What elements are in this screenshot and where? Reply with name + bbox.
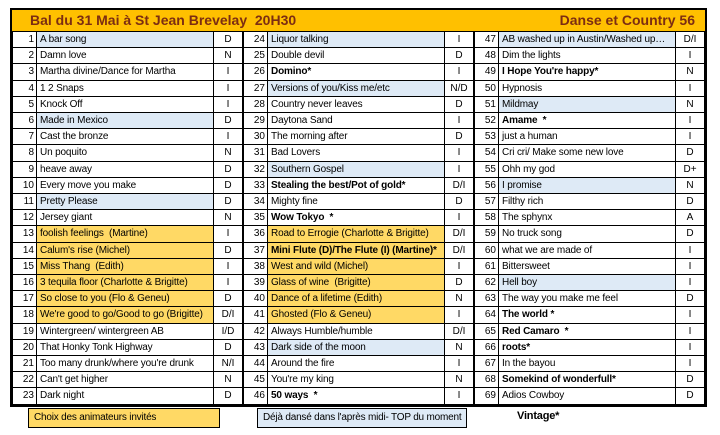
song-title: Ghosted (Flo & Geneu) — [268, 307, 445, 323]
song-row — [475, 194, 705, 210]
song-code: D/I — [445, 177, 474, 193]
song-code: I — [676, 113, 705, 129]
song-code: N — [445, 291, 474, 307]
song-code: N — [214, 372, 243, 388]
song-title: Red Camaro * — [499, 323, 676, 339]
song-number: 57 — [475, 194, 499, 210]
song-title: That Honky Tonk Highway — [37, 339, 214, 355]
song-title: Dark night — [37, 388, 214, 404]
song-number: 4 — [13, 80, 37, 96]
song-row — [475, 291, 705, 307]
header-band — [12, 10, 705, 31]
song-number: 14 — [13, 242, 37, 258]
song-row — [475, 226, 705, 242]
song-number: 64 — [475, 307, 499, 323]
song-row — [475, 80, 705, 96]
legend-already-danced: Déjà dansé dans l'après midi- TOP du moment — [257, 408, 467, 428]
song-row — [13, 145, 243, 161]
song-title: Miss Thang (Edith) — [37, 258, 214, 274]
song-title: Cri cri/ Make some new love — [499, 145, 676, 161]
song-number: 3 — [13, 64, 37, 80]
song-title: In the bayou — [499, 356, 676, 372]
song-code: I — [676, 356, 705, 372]
song-code: N — [676, 177, 705, 193]
song-number: 2 — [13, 48, 37, 64]
song-title: foolish feelings (Martine) — [37, 226, 214, 242]
playlist-sheet — [10, 8, 707, 407]
song-number: 15 — [13, 258, 37, 274]
song-row — [244, 226, 474, 242]
song-code: D — [445, 48, 474, 64]
song-number: 13 — [13, 226, 37, 242]
song-row — [244, 307, 474, 323]
song-row — [13, 113, 243, 129]
song-code: N — [214, 48, 243, 64]
song-title: No truck song — [499, 226, 676, 242]
song-title: Jersey giant — [37, 210, 214, 226]
song-title: Dark side of the moon — [268, 339, 445, 355]
song-code: N — [445, 372, 474, 388]
song-title: Around the fire — [268, 356, 445, 372]
song-row — [475, 129, 705, 145]
song-row — [13, 194, 243, 210]
song-number: 7 — [13, 129, 37, 145]
song-code: I — [676, 129, 705, 145]
song-row — [244, 194, 474, 210]
song-number: 61 — [475, 258, 499, 274]
song-title: Dance of a lifetime (Edith) — [268, 291, 445, 307]
song-title: Somekind of wonderfull* — [499, 372, 676, 388]
song-code: D/I — [445, 323, 474, 339]
song-table-left — [12, 31, 243, 405]
song-title: Mighty fine — [268, 194, 445, 210]
song-title: Stealing the best/Pot of gold* — [268, 177, 445, 193]
song-row — [13, 388, 243, 404]
song-code: N — [214, 210, 243, 226]
song-row — [475, 307, 705, 323]
song-code: D — [445, 129, 474, 145]
song-code: D — [676, 194, 705, 210]
song-row — [13, 96, 243, 112]
song-code: D — [214, 32, 243, 48]
song-row — [475, 64, 705, 80]
song-row — [244, 291, 474, 307]
song-row — [13, 323, 243, 339]
song-code: I — [214, 258, 243, 274]
song-title: Domino* — [268, 64, 445, 80]
song-number: 39 — [244, 275, 268, 291]
song-row — [13, 226, 243, 242]
song-number: 37 — [244, 242, 268, 258]
song-code: I — [445, 32, 474, 48]
song-code: N/I — [214, 356, 243, 372]
song-title: The world * — [499, 307, 676, 323]
song-row — [13, 275, 243, 291]
song-code: D — [214, 194, 243, 210]
song-row — [244, 177, 474, 193]
song-row — [475, 275, 705, 291]
song-row — [13, 161, 243, 177]
song-code: I — [676, 80, 705, 96]
song-title: So close to you (Flo & Geneu) — [37, 291, 214, 307]
song-code: N/D — [445, 80, 474, 96]
song-number: 23 — [13, 388, 37, 404]
song-number: 24 — [244, 32, 268, 48]
song-number: 67 — [475, 356, 499, 372]
song-row — [475, 388, 705, 404]
song-number: 47 — [475, 32, 499, 48]
song-number: 30 — [244, 129, 268, 145]
song-row — [13, 129, 243, 145]
song-title: what we are made of — [499, 242, 676, 258]
song-row — [244, 96, 474, 112]
song-code: I — [676, 307, 705, 323]
song-number: 48 — [475, 48, 499, 64]
song-title: West and wild (Michel) — [268, 258, 445, 274]
song-code: I — [676, 242, 705, 258]
song-number: 5 — [13, 96, 37, 112]
song-number: 66 — [475, 339, 499, 355]
song-row — [475, 356, 705, 372]
song-row — [475, 161, 705, 177]
song-row — [475, 32, 705, 48]
song-code: D/I — [445, 242, 474, 258]
song-title: Calum's rise (Michel) — [37, 242, 214, 258]
page-title: Bal du 31 Mai à St Jean Brevelay 20H30 — [30, 12, 297, 28]
song-title: Mini Flute (D)/The Flute (I) (Martine)* — [268, 242, 445, 258]
song-row — [475, 177, 705, 193]
song-title: 50 ways * — [268, 388, 445, 404]
song-columns — [12, 31, 705, 405]
song-code: I — [445, 388, 474, 404]
song-number: 33 — [244, 177, 268, 193]
song-code: D/I — [445, 226, 474, 242]
song-code: D — [214, 177, 243, 193]
song-number: 51 — [475, 96, 499, 112]
song-row — [13, 339, 243, 355]
song-code: D — [214, 161, 243, 177]
song-number: 43 — [244, 339, 268, 355]
song-row — [13, 177, 243, 193]
song-number: 36 — [244, 226, 268, 242]
song-number: 56 — [475, 177, 499, 193]
song-number: 17 — [13, 291, 37, 307]
song-row — [244, 32, 474, 48]
song-code: D — [214, 388, 243, 404]
song-title: Pretty Please — [37, 194, 214, 210]
song-title: We're good to go/Good to go (Brigitte) — [37, 307, 214, 323]
song-code: I — [214, 129, 243, 145]
song-number: 55 — [475, 161, 499, 177]
song-title: Bittersweet — [499, 258, 676, 274]
song-code: D/I — [676, 32, 705, 48]
song-code: D — [676, 226, 705, 242]
song-code: D — [214, 242, 243, 258]
song-number: 8 — [13, 145, 37, 161]
song-number: 62 — [475, 275, 499, 291]
song-row — [244, 275, 474, 291]
song-number: 44 — [244, 356, 268, 372]
song-number: 54 — [475, 145, 499, 161]
song-code: N — [214, 145, 243, 161]
song-title: Bad Lovers — [268, 145, 445, 161]
song-number: 40 — [244, 291, 268, 307]
song-number: 20 — [13, 339, 37, 355]
song-code: N — [676, 96, 705, 112]
song-code: I — [445, 64, 474, 80]
song-title: 1 2 Snaps — [37, 80, 214, 96]
song-row — [244, 113, 474, 129]
legend — [0, 408, 720, 432]
song-number: 60 — [475, 242, 499, 258]
song-row — [13, 258, 243, 274]
song-title: Road to Errogie (Charlotte & Brigitte) — [268, 226, 445, 242]
song-code: I — [214, 96, 243, 112]
song-number: 68 — [475, 372, 499, 388]
song-number: 50 — [475, 80, 499, 96]
song-row — [13, 372, 243, 388]
song-row — [475, 113, 705, 129]
song-code: I — [214, 80, 243, 96]
song-code: D — [445, 194, 474, 210]
song-title: Ohh my god — [499, 161, 676, 177]
song-row — [244, 145, 474, 161]
song-row — [475, 339, 705, 355]
song-title: Double devil — [268, 48, 445, 64]
song-number: 42 — [244, 323, 268, 339]
song-title: Country never leaves — [268, 96, 445, 112]
song-row — [13, 48, 243, 64]
song-title: Always Humble/humble — [268, 323, 445, 339]
song-row — [13, 32, 243, 48]
song-row — [244, 388, 474, 404]
song-row — [13, 242, 243, 258]
song-row — [13, 64, 243, 80]
song-number: 29 — [244, 113, 268, 129]
song-code: I — [445, 145, 474, 161]
song-title: Amame * — [499, 113, 676, 129]
song-row — [475, 242, 705, 258]
song-row — [244, 129, 474, 145]
song-row — [244, 372, 474, 388]
song-number: 6 — [13, 113, 37, 129]
song-title: Mildmay — [499, 96, 676, 112]
legend-invited-hosts: Choix des animateurs invités — [28, 408, 220, 428]
song-code: I — [676, 258, 705, 274]
song-code: N — [445, 339, 474, 355]
song-title: The sphynx — [499, 210, 676, 226]
song-number: 63 — [475, 291, 499, 307]
song-title: A bar song — [37, 32, 214, 48]
song-row — [475, 96, 705, 112]
song-table-right — [474, 31, 705, 405]
song-number: 32 — [244, 161, 268, 177]
song-row — [244, 48, 474, 64]
song-number: 21 — [13, 356, 37, 372]
song-title: Southern Gospel — [268, 161, 445, 177]
song-title: The way you make me feel — [499, 291, 676, 307]
song-number: 49 — [475, 64, 499, 80]
song-title: Filthy rich — [499, 194, 676, 210]
song-number: 34 — [244, 194, 268, 210]
song-title: Versions of you/Kiss me/etc — [268, 80, 445, 96]
song-title: You're my king — [268, 372, 445, 388]
song-number: 27 — [244, 80, 268, 96]
song-code: D — [214, 339, 243, 355]
song-number: 25 — [244, 48, 268, 64]
song-number: 22 — [13, 372, 37, 388]
song-row — [244, 356, 474, 372]
song-row — [475, 372, 705, 388]
song-title: Hell boy — [499, 275, 676, 291]
song-title: Glass of wine (Brigitte) — [268, 275, 445, 291]
song-row — [13, 80, 243, 96]
song-title: roots* — [499, 339, 676, 355]
song-row — [244, 210, 474, 226]
song-row — [244, 242, 474, 258]
song-row — [13, 210, 243, 226]
legend-vintage: Vintage* — [517, 410, 560, 422]
song-number: 59 — [475, 226, 499, 242]
song-title: Wintergreen/ wintergreen AB — [37, 323, 214, 339]
song-number: 1 — [13, 32, 37, 48]
song-code: D — [445, 275, 474, 291]
song-code: D/I — [214, 307, 243, 323]
song-code: I — [445, 161, 474, 177]
song-number: 53 — [475, 129, 499, 145]
song-row — [244, 161, 474, 177]
song-row — [244, 258, 474, 274]
song-code: I — [214, 275, 243, 291]
song-code: D — [214, 113, 243, 129]
song-number: 16 — [13, 275, 37, 291]
song-row — [244, 323, 474, 339]
song-number: 52 — [475, 113, 499, 129]
song-code: D — [445, 96, 474, 112]
song-number: 46 — [244, 388, 268, 404]
song-code: D+ — [676, 161, 705, 177]
song-number: 28 — [244, 96, 268, 112]
song-title: Knock Off — [37, 96, 214, 112]
song-number: 18 — [13, 307, 37, 323]
song-number: 31 — [244, 145, 268, 161]
song-number: 45 — [244, 372, 268, 388]
song-title: Daytona Sand — [268, 113, 445, 129]
song-title: heave away — [37, 161, 214, 177]
song-number: 12 — [13, 210, 37, 226]
song-number: 19 — [13, 323, 37, 339]
song-row — [244, 80, 474, 96]
song-number: 26 — [244, 64, 268, 80]
song-title: AB washed up in Austin/Washed up… — [499, 32, 676, 48]
song-row — [13, 307, 243, 323]
song-title: Too many drunk/where you're drunk — [37, 356, 214, 372]
song-title: Un poquito — [37, 145, 214, 161]
song-row — [244, 64, 474, 80]
song-number: 11 — [13, 194, 37, 210]
song-code: I — [214, 64, 243, 80]
song-number: 41 — [244, 307, 268, 323]
song-row — [475, 48, 705, 64]
song-title: Damn love — [37, 48, 214, 64]
song-table-middle — [243, 31, 474, 405]
song-title: Adios Cowboy — [499, 388, 676, 404]
song-code: I — [676, 339, 705, 355]
song-code: D — [676, 145, 705, 161]
song-title: Every move you make — [37, 177, 214, 193]
song-row — [13, 291, 243, 307]
song-number: 38 — [244, 258, 268, 274]
header-subtitle: Danse et Country 56 — [559, 12, 695, 28]
song-code: D — [676, 388, 705, 404]
song-title: Can't get higher — [37, 372, 214, 388]
song-title: Wow Tokyo * — [268, 210, 445, 226]
song-code: I — [445, 113, 474, 129]
song-title: The morning after — [268, 129, 445, 145]
song-number: 9 — [13, 161, 37, 177]
song-code: I — [445, 307, 474, 323]
song-number: 10 — [13, 177, 37, 193]
song-code: I/D — [214, 323, 243, 339]
song-code: D — [676, 291, 705, 307]
song-title: Dim the lights — [499, 48, 676, 64]
song-row — [475, 145, 705, 161]
song-code: D — [214, 291, 243, 307]
song-number: 69 — [475, 388, 499, 404]
song-title: Cast the bronze — [37, 129, 214, 145]
song-row — [13, 356, 243, 372]
song-number: 35 — [244, 210, 268, 226]
song-title: just a human — [499, 129, 676, 145]
song-number: 58 — [475, 210, 499, 226]
song-row — [475, 258, 705, 274]
song-code: A — [676, 210, 705, 226]
song-row — [244, 339, 474, 355]
song-code: I — [445, 258, 474, 274]
song-title: Made in Mexico — [37, 113, 214, 129]
song-title: I Hope You're happy* — [499, 64, 676, 80]
song-code: I — [214, 226, 243, 242]
song-code: D — [676, 372, 705, 388]
song-title: I promise — [499, 177, 676, 193]
song-row — [475, 323, 705, 339]
song-title: Martha divine/Dance for Martha — [37, 64, 214, 80]
song-title: 3 tequila floor (Charlotte & Brigitte) — [37, 275, 214, 291]
song-row — [475, 210, 705, 226]
song-code: I — [445, 210, 474, 226]
song-code: I — [676, 275, 705, 291]
song-code: I — [676, 48, 705, 64]
song-number: 65 — [475, 323, 499, 339]
song-code: N — [676, 64, 705, 80]
song-title: Hypnosis — [499, 80, 676, 96]
song-code: I — [676, 323, 705, 339]
song-code: I — [445, 356, 474, 372]
song-title: Liquor talking — [268, 32, 445, 48]
